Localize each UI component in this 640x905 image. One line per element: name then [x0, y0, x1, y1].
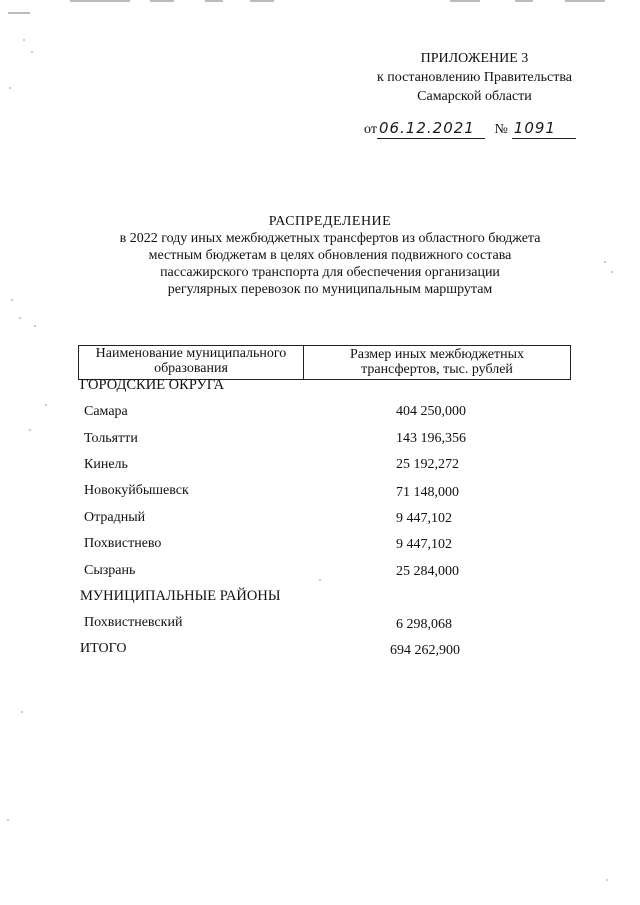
table-header — [78, 345, 571, 380]
table-row-name: Похвистнево — [84, 536, 162, 551]
column-header-amount: Размер иных межбюджетных трансфертов, тыс. рублей — [349, 347, 525, 377]
table-row-name: Сызрань — [84, 563, 136, 578]
number-underline — [512, 120, 576, 139]
title-heading: РАСПРЕДЕЛЕНИЕ — [268, 214, 392, 229]
table-row-name: Кинель — [84, 457, 128, 472]
table-row-name: Похвистневский — [84, 615, 183, 630]
handwritten-date: 06.12.2021 — [378, 119, 475, 137]
table-row-value: 9 447,102 — [396, 511, 452, 526]
table-row-value: 9 447,102 — [396, 537, 452, 552]
number-prefix: № — [494, 122, 508, 137]
title-line: регулярных перевозок по муниципальным маршрутам — [167, 282, 493, 297]
document-title — [60, 213, 600, 298]
appendix-line: Самарской области — [417, 89, 532, 104]
title-line: местным бюджетам в целях обновления подвижного состава — [148, 248, 512, 263]
table-row-value: 6 298,068 — [396, 617, 452, 632]
date-underline — [377, 120, 485, 139]
date-number-line — [364, 120, 576, 139]
table-row-value: 71 148,000 — [396, 485, 459, 500]
section-municipal-districts: МУНИЦИПАЛЬНЫЕ РАЙОНЫ — [80, 588, 281, 604]
handwritten-number: 1091 — [513, 119, 556, 137]
table-row-name: Самара — [84, 404, 128, 419]
table-row-value: 143 196,356 — [396, 431, 466, 446]
column-header-name: Наименование муниципального образования — [79, 346, 304, 379]
title-line: в 2022 году иных межбюджетных трансфертов из областного бюджета — [119, 231, 541, 246]
appendix-block — [377, 49, 572, 106]
appendix-title: ПРИЛОЖЕНИЕ 3 — [420, 51, 529, 66]
section-city-districts: ГОРОДСКИЕ ОКРУГА — [80, 377, 225, 393]
table-row-name: Тольятти — [84, 431, 138, 446]
total-label: ИТОГО — [80, 641, 127, 656]
total-value: 694 262,900 — [390, 643, 460, 658]
title-line: пассажирского транспорта для обеспечения организации — [160, 265, 500, 280]
table-row-name: Отрадный — [84, 510, 146, 525]
table-row-name: Новокуйбышевск — [84, 483, 189, 498]
appendix-line: к постановлению Правительства — [376, 70, 572, 85]
table-row-value: 25 284,000 — [396, 564, 459, 579]
table-row-value: 404 250,000 — [396, 404, 466, 419]
date-prefix: от — [364, 122, 377, 137]
table-row-value: 25 192,272 — [396, 457, 459, 472]
